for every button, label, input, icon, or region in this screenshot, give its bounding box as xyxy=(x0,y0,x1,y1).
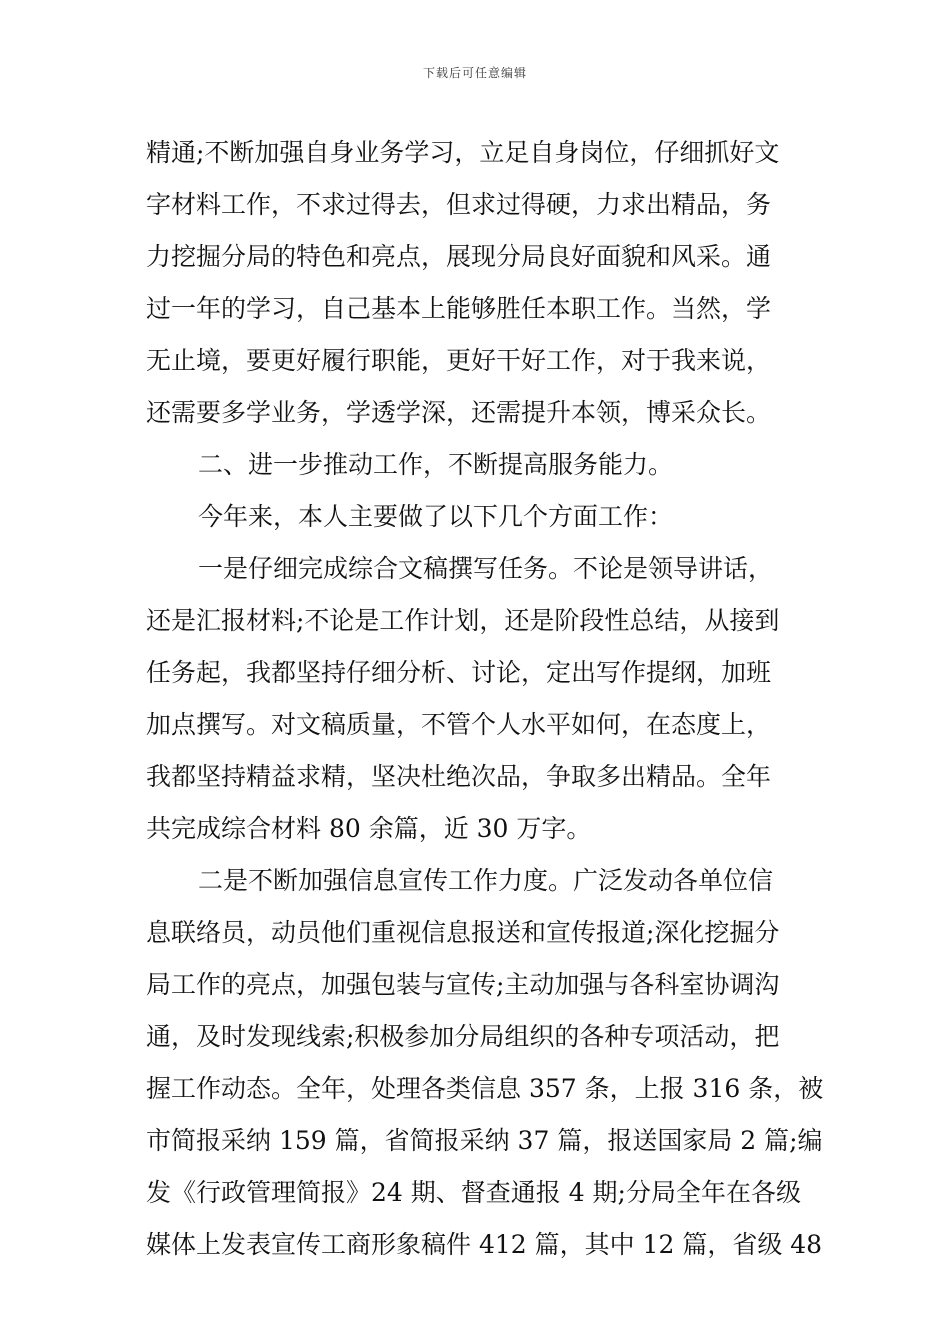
text-line: 一是仔细完成综合文稿撰写任务。不论是领导讲话， xyxy=(198,554,774,583)
text-line: 发《行政管理简报》24 期、督查通报 4 期;分局全年在各级 xyxy=(146,1178,801,1207)
text-line: 无止境，要更好履行职能，更好干好工作，对于我来说， xyxy=(146,346,772,375)
text-line: 精通;不断加强自身业务学习，立足自身岗位，仔细抓好文 xyxy=(146,138,780,167)
text-line: 还需要多学业务，学透学深，还需提升本领，博采众长。 xyxy=(146,398,772,427)
text-line: 还是汇报材料;不论是工作计划，还是阶段性总结，从接到 xyxy=(146,606,780,635)
text-line: 今年来，本人主要做了以下几个方面工作： xyxy=(198,502,674,531)
text-line: 局工作的亮点，加强包装与宣传;主动加强与各科室协调沟 xyxy=(146,970,780,999)
intro-paragraph xyxy=(146,491,808,543)
text-line: 二是不断加强信息宣传工作力度。广泛发动各单位信 xyxy=(198,866,774,895)
paragraph-continuation xyxy=(146,127,808,439)
text-line: 握工作动态。全年，处理各类信息 357 条，上报 316 条，被 xyxy=(146,1074,824,1103)
section-heading xyxy=(146,439,808,491)
text-line: 过一年的学习，自己基本上能够胜任本职工作。当然，学 xyxy=(146,294,772,323)
page-header: 下载后可任意编辑 xyxy=(422,66,527,80)
text-line: 字材料工作，不求过得去，但求过得硬，力求出精品，务 xyxy=(146,190,772,219)
text-line: 市简报采纳 159 篇，省简报采纳 37 篇，报送国家局 2 篇;编 xyxy=(146,1126,823,1155)
text-line: 通，及时发现线索;积极参加分局组织的各种专项活动，把 xyxy=(146,1022,780,1051)
paragraph-item-one xyxy=(146,543,808,855)
text-line: 我都坚持精益求精，坚决杜绝次品，争取多出精品。全年 xyxy=(146,762,772,791)
text-line: 加点撰写。对文稿质量，不管个人水平如何，在态度上， xyxy=(146,710,772,739)
text-line: 任务起，我都坚持仔细分析、讨论，定出写作提纲，加班 xyxy=(146,658,772,687)
text-line: 共完成综合材料 80 余篇，近 30 万字。 xyxy=(146,814,592,843)
heading-line: 二、进一步推动工作，不断提高服务能力。 xyxy=(198,450,674,479)
text-line: 息联络员，动员他们重视信息报送和宣传报道;深化挖掘分 xyxy=(146,918,780,947)
document-body xyxy=(146,127,824,1271)
text-line: 力挖掘分局的特色和亮点，展现分局良好面貌和风采。通 xyxy=(146,242,772,271)
paragraph-item-two xyxy=(146,855,824,1271)
text-line: 媒体上发表宣传工商形象稿件 412 篇，其中 12 篇，省级 48 xyxy=(146,1230,823,1259)
